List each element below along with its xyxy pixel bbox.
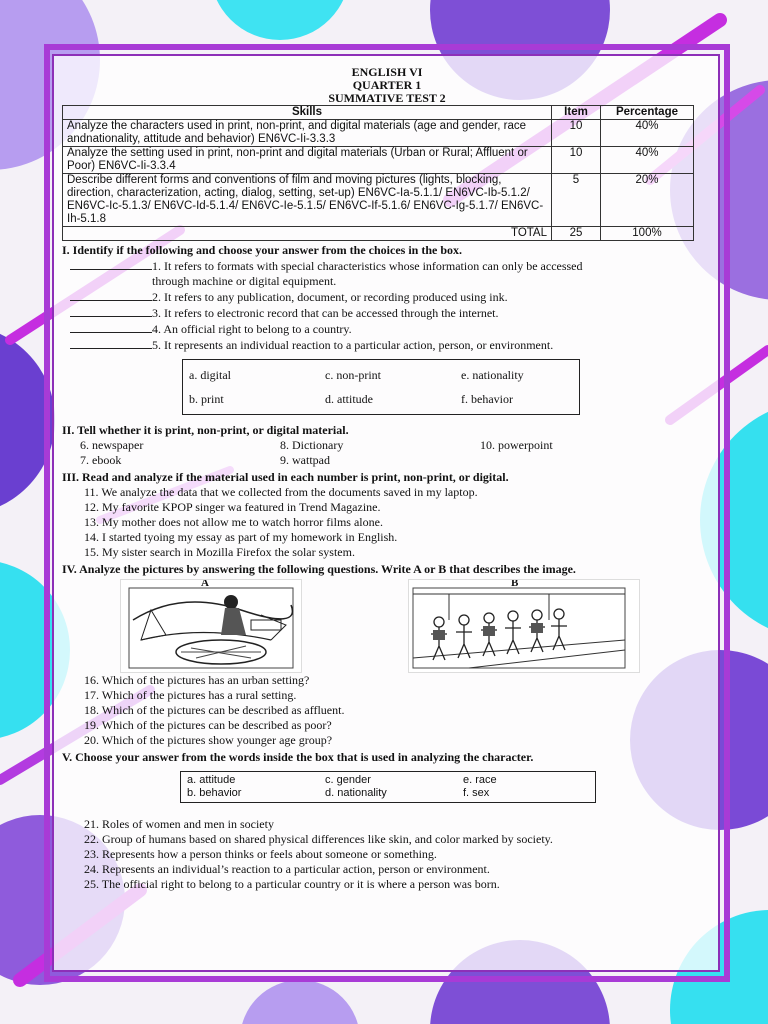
list-item: 11. We analyze the data that we collected from the documents saved in my laptop. xyxy=(84,485,478,499)
list-item: 17. Which of the pictures has a rural setting. xyxy=(84,688,297,702)
question-2: 2. It refers to any publication, document, or recording produced using ink. xyxy=(62,289,712,305)
choice-e: e. nationality xyxy=(461,368,524,382)
list-item: 8. Dictionary xyxy=(280,438,344,452)
title-line-2: QUARTER 1 xyxy=(352,78,422,92)
choice-e: e. race xyxy=(463,774,497,786)
total-row xyxy=(63,227,694,241)
picture-b-label: B xyxy=(511,579,519,589)
list-item: 9. wattpad xyxy=(280,453,330,467)
pictures-row xyxy=(62,579,712,673)
picture-b xyxy=(408,579,640,673)
choice-d: d. attitude xyxy=(325,392,373,406)
choice-f: f. sex xyxy=(463,787,490,799)
choice-a: a. digital xyxy=(189,368,231,382)
table-row xyxy=(63,120,694,147)
skills-table xyxy=(62,105,694,241)
students-walking-sketch-icon xyxy=(409,580,639,672)
section-5-items xyxy=(62,817,712,892)
list-item: 15. My sister search in Mozilla Firefox the solar system. xyxy=(84,545,355,559)
list-item: 16. Which of the pictures has an urban setting? xyxy=(84,673,310,687)
answer-blank[interactable] xyxy=(70,321,152,333)
item-cell: 5 xyxy=(552,174,601,227)
section-3-items xyxy=(62,485,712,560)
header-item: Item xyxy=(552,106,601,120)
list-item: 25. The official right to belong to a particular country or it is where a person was born. xyxy=(84,877,500,891)
section-1-heading: I. Identify if the following and choose your answer from the choices in the box. xyxy=(62,243,463,257)
skill-cell: Describe different forms and conventions of film and moving pictures (lights, blocking, direction, characterization, acting, dialog, setting, set-up) EN6VC-Ia-5.1.1/ EN6VC-Ib-5.1.2/ EN6VC-Ic-5.1.3/ EN6VC-Id-5.1.4/ EN6VC-Ie-5.1.5/ EN6VC-If-5.1.6/ EN6VC-Ig-5.1.7/ EN6VC-Ih-5.1.8 xyxy=(63,174,552,227)
percentage-cell: 20% xyxy=(601,174,694,227)
answer-blank[interactable] xyxy=(70,305,152,317)
choice-b: b. print xyxy=(189,392,224,406)
choice-a: a. attitude xyxy=(187,774,236,786)
section-4-heading: IV. Analyze the pictures by answering the following questions. Write A or B that describes the image. xyxy=(62,562,576,576)
market-vendor-sketch-icon xyxy=(121,580,301,672)
item-cell: 10 xyxy=(552,147,601,174)
title-line-3: SUMMATIVE TEST 2 xyxy=(328,91,446,105)
section-2-items xyxy=(62,438,712,453)
skill-cell: Analyze the setting used in print, non-print and digital materials (Urban or Rural; Affluent or Poor) EN6VC-Ii-3.3.4 xyxy=(63,147,552,174)
total-percentage: 100% xyxy=(601,227,694,241)
choices-box-1 xyxy=(182,359,580,415)
test-sheet xyxy=(62,66,712,892)
choice-c: c. non-print xyxy=(325,368,381,382)
question-1-cont: through machine or digital equipment. xyxy=(152,274,337,288)
list-item: 20. Which of the pictures show younger age group? xyxy=(84,733,333,747)
choice-c: c. gender xyxy=(325,774,371,786)
list-item: 19. Which of the pictures can be described as poor? xyxy=(84,718,332,732)
title-line-1: ENGLISH VI xyxy=(351,65,423,79)
list-item: 14. I started tyoing my essay as part of my homework in English. xyxy=(84,530,398,544)
list-item: 18. Which of the pictures can be described as affluent. xyxy=(84,703,345,717)
choice-d: d. nationality xyxy=(325,787,387,799)
skill-cell: Analyze the characters used in print, non-print, and digital materials (age and gender, race andnationality, attitude and behavior) EN6VC-Ii-3.3.3 xyxy=(63,120,552,147)
list-item: 22. Group of humans based on shared physical differences like skin, and color marked by society. xyxy=(84,832,553,846)
list-item: 12. My favorite KPOP singer wa featured in Trend Magazine. xyxy=(84,500,381,514)
choice-f: f. behavior xyxy=(461,392,513,406)
list-item: 6. newspaper xyxy=(80,438,144,452)
percentage-cell: 40% xyxy=(601,147,694,174)
question-3: 3. It refers to electronic record that can be accessed through the internet. xyxy=(62,305,712,321)
section-5-heading: V. Choose your answer from the words inside the box that is used in analyzing the character. xyxy=(62,750,534,764)
section-2-items xyxy=(62,453,712,468)
list-item: 7. ebook xyxy=(80,453,122,467)
list-item: 23. Represents how a person thinks or feels about someone or something. xyxy=(84,847,437,861)
section-2-heading: II. Tell whether it is print, non-print, or digital material. xyxy=(62,423,349,437)
list-item: 13. My mother does not allow me to watch horror films alone. xyxy=(84,515,383,529)
picture-a xyxy=(120,579,302,673)
percentage-cell: 40% xyxy=(601,120,694,147)
answer-blank[interactable] xyxy=(70,289,152,301)
answer-blank[interactable] xyxy=(70,337,152,349)
table-row xyxy=(63,174,694,227)
table-row xyxy=(63,147,694,174)
section-3-heading: III. Read and analyze if the material used in each number is print, non-print, or digital. xyxy=(62,470,509,484)
item-cell: 10 xyxy=(552,120,601,147)
question-4: 4. An official right to belong to a country. xyxy=(62,321,712,337)
list-item: 10. powerpoint xyxy=(480,438,553,452)
answer-blank[interactable] xyxy=(70,258,152,270)
total-label: TOTAL xyxy=(63,227,552,241)
picture-a-label: A xyxy=(201,579,209,589)
choice-b: b. behavior xyxy=(187,787,242,799)
header-percentage: Percentage xyxy=(601,106,694,120)
header-skills: Skills xyxy=(63,106,552,120)
list-item: 24. Represents an individual’s reaction to a particular action, person or environment. xyxy=(84,862,490,876)
question-1: 1. It refers to formats with special characteristics whose information can only be accessed xyxy=(62,258,712,274)
choices-box-2 xyxy=(180,771,596,803)
total-item: 25 xyxy=(552,227,601,241)
list-item: 21. Roles of women and men in society xyxy=(84,817,274,831)
question-5: 5. It represents an individual reaction to a particular action, person, or environment. xyxy=(62,337,712,353)
section-4-items xyxy=(62,673,712,748)
